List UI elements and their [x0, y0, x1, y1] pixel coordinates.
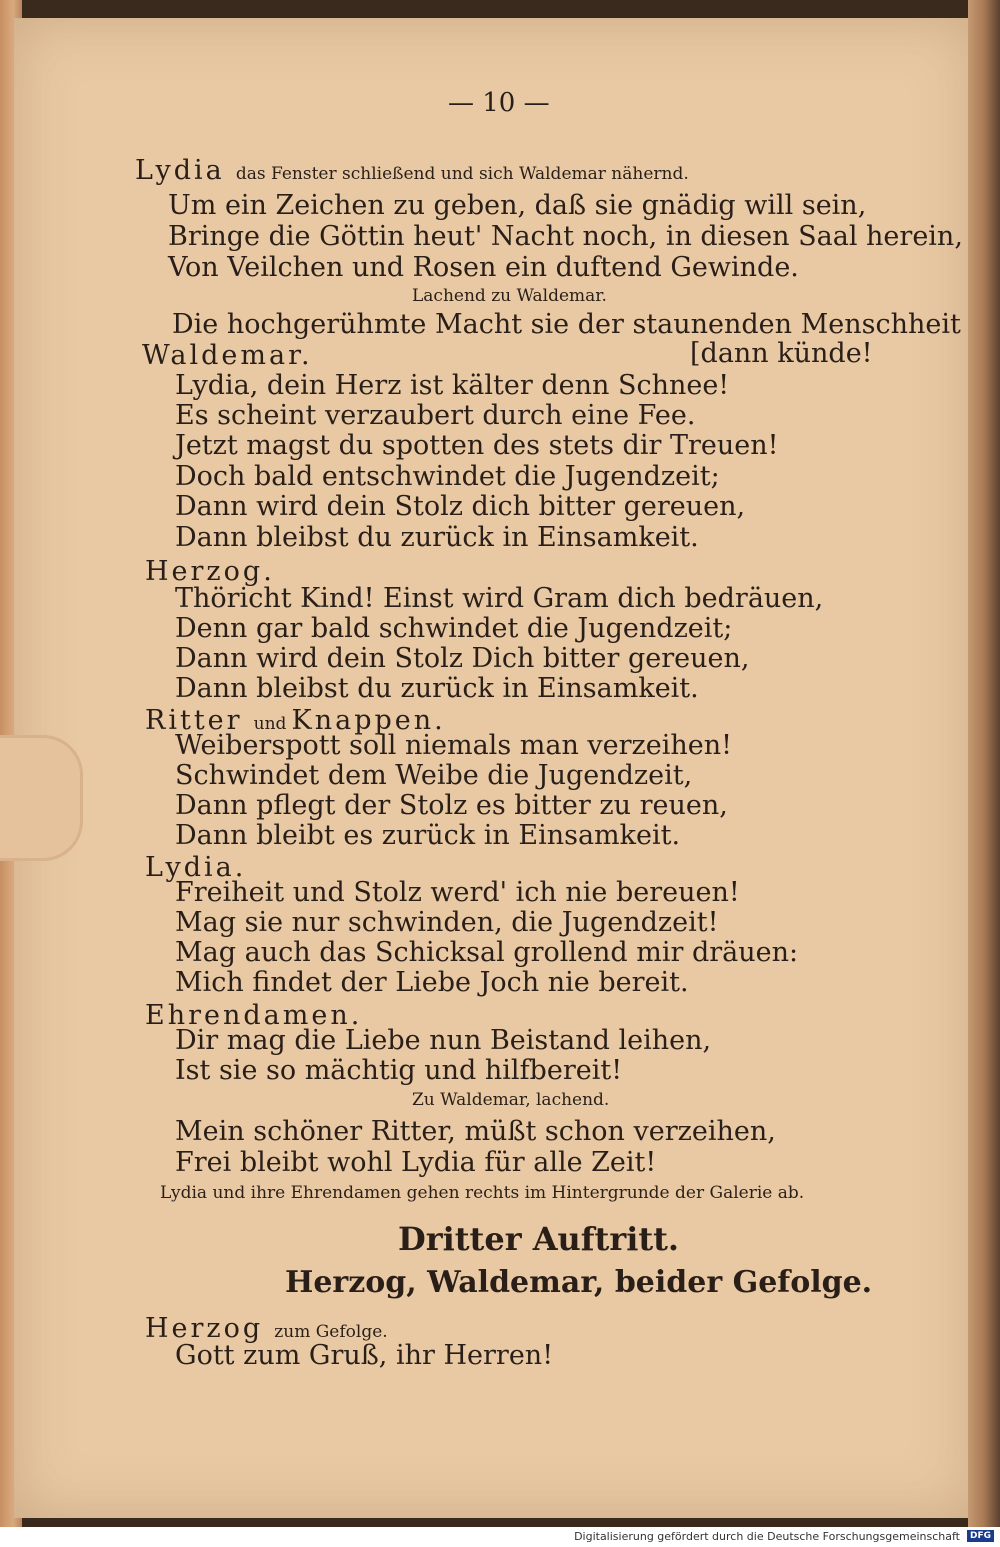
verse-line: Lydia, dein Herz ist kälter denn Schnee! — [175, 370, 730, 401]
page-number: — 10 — — [448, 88, 550, 118]
verse-line: Dann bleibt es zurück in Einsamkeit. — [175, 820, 681, 851]
verse-line: Gott zum Gruß, ihr Herren! — [175, 1340, 554, 1371]
speaker-name: Herzog — [145, 1313, 264, 1344]
stage-direction: zum Gefolge. — [274, 1322, 388, 1342]
verse-line: Mein schöner Ritter, müßt schon verzeihen, — [175, 1116, 776, 1147]
dfg-logo: DFG — [967, 1530, 994, 1542]
verse-line: Von Veilchen und Rosen ein duftend Gewinde. — [168, 252, 799, 283]
verse-line: Die hochgerühmte Macht sie der staunenden Menschheit — [172, 309, 961, 340]
stage-direction: Lachend zu Waldemar. — [412, 286, 607, 306]
speaker-name: Ehrendamen. — [145, 1000, 363, 1031]
verse-line: Freiheit und Stolz werd' ich nie bereuen! — [175, 877, 740, 908]
verse-line: Dann wird dein Stolz Dich bitter gereuen, — [175, 643, 750, 674]
speaker-line — [142, 340, 313, 371]
verse-line: Dann bleibst du zurück in Einsamkeit. — [175, 522, 699, 553]
verse-line: Dann wird dein Stolz dich bitter gereuen, — [175, 491, 746, 522]
page-clip — [0, 735, 83, 861]
verse-line: Es scheint verzaubert durch eine Fee. — [175, 400, 696, 431]
stage-direction: das Fenster schließend und sich Waldemar nähernd. — [235, 164, 689, 184]
speaker-name: Ritter — [145, 705, 243, 736]
verse-line: Dann bleibst du zurück in Einsamkeit. — [175, 673, 699, 704]
verse-line: Bringe die Göttin heut' Nacht noch, in diesen Saal herein, — [168, 221, 963, 252]
funding-note: Digitalisierung gefördert durch die Deutsche Forschungsgemeinschaft — [574, 1530, 960, 1543]
speaker-name: Lydia. — [145, 852, 247, 883]
verse-line: Jetzt magst du spotten des stets dir Treuen! — [175, 430, 779, 461]
verse-line: Dir mag die Liebe nun Beistand leihen, — [175, 1025, 712, 1056]
verse-line: Mag auch das Schicksal grollend mir dräuen: — [175, 937, 799, 968]
stage-direction: Zu Waldemar, lachend. — [412, 1090, 610, 1110]
verse-line: Frei bleibt wohl Lydia für alle Zeit! — [175, 1147, 657, 1178]
speaker-name: Herzog. — [145, 556, 275, 587]
verse-continuation: [dann künde! — [690, 338, 873, 369]
verse-line: Thöricht Kind! Einst wird Gram dich bedräuen, — [175, 583, 824, 614]
verse-line: Weiberspott soll niemals man verzeihen! — [175, 730, 733, 761]
verse-line: Schwindet dem Weibe die Jugendzeit, — [175, 760, 693, 791]
book-edge — [968, 0, 1000, 1527]
speaker-name: Knappen. — [291, 705, 446, 736]
verse-line: Doch bald entschwindet die Jugendzeit; — [175, 461, 720, 492]
verse-line: Mag sie nur schwinden, die Jugendzeit! — [175, 907, 719, 938]
verse-line: Mich findet der Liebe Joch nie bereit. — [175, 967, 689, 998]
verse-line: Ist sie so mächtig und hilfbereit! — [175, 1055, 623, 1086]
speaker-name: Lydia — [135, 155, 225, 186]
stage-direction: Lydia und ihre Ehrendamen gehen rechts im Hintergrunde der Galerie ab. — [160, 1183, 805, 1203]
speaker-line — [135, 155, 689, 186]
verse-line: Dann pflegt der Stolz es bitter zu reuen, — [175, 790, 728, 821]
speaker-conjunction: und — [253, 714, 287, 734]
verse-line: Um ein Zeichen zu geben, daß sie gnädig will sein, — [168, 190, 867, 221]
scene-characters: Herzog, Waldemar, beider Gefolge. — [285, 1265, 873, 1300]
scene-heading: Dritter Auftritt. — [398, 1220, 680, 1258]
verse-line: Denn gar bald schwindet die Jugendzeit; — [175, 613, 733, 644]
footer-bar — [0, 1527, 1000, 1547]
speaker-name: Waldemar. — [142, 340, 313, 371]
